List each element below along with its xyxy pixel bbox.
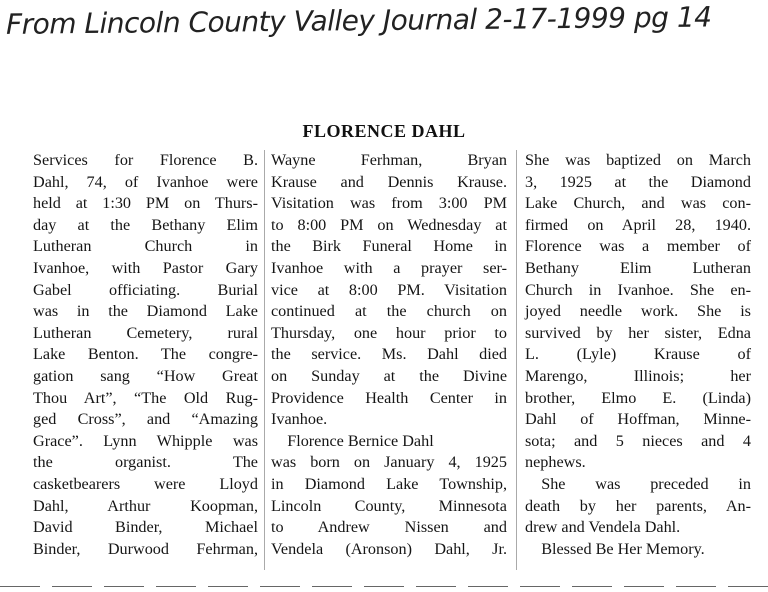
article-line: sota; and 5 nieces and 4	[525, 431, 751, 450]
article-line: vice at 8:00 PM. Visitation	[271, 280, 507, 299]
bottom-rule	[0, 586, 768, 587]
article-line: on Sunday at the Divine	[271, 366, 507, 385]
article-line: Marengo, Illinois; her	[525, 366, 751, 385]
article-line: L. (Lyle) Krause of	[525, 345, 751, 364]
article-line: Thou Art”, “The Old Rug-	[33, 388, 258, 407]
article-line: Lutheran Cemetery, rural	[33, 323, 258, 342]
article-line: Providence Health Center in	[271, 388, 507, 407]
column-rule	[516, 150, 517, 570]
article-line: joyed needle work. She is	[525, 302, 751, 321]
article-column-1	[33, 150, 258, 560]
article-line: Dahl of Hoffman, Minne-	[525, 410, 751, 429]
article-line: to Andrew Nissen and	[271, 518, 507, 537]
article-line: casketbearers were Lloyd	[33, 474, 258, 493]
article-line: Krause and Dennis Krause.	[271, 172, 507, 191]
article-line: the organist. The	[33, 453, 258, 472]
article-line: Wayne Ferhman, Bryan	[271, 151, 507, 169]
article-line: was in the Diamond Lake	[33, 302, 258, 321]
article-line: 3, 1925 at the Diamond	[525, 172, 751, 191]
article-line: brother, Elmo E. (Linda)	[525, 388, 751, 407]
article-line: the Birk Funeral Home in	[271, 237, 507, 256]
article-line: Services for Florence B.	[33, 151, 258, 169]
article-line: Church in Ivanhoe. She en-	[525, 280, 751, 299]
article-line: Blessed Be Her Memory.	[525, 539, 705, 558]
article-line: firmed on April 28, 1940.	[525, 215, 751, 234]
article-line: held at 1:30 PM on Thurs-	[33, 194, 258, 213]
article-line: drew and Vendela Dahl.	[525, 518, 681, 537]
article-line: in Diamond Lake Township,	[271, 474, 507, 493]
obituary-headline: FLORENCE DAHL	[302, 121, 466, 141]
article-line: Vendela (Aronson) Dahl, Jr.	[271, 539, 507, 558]
article-line: gation sang “How Great	[33, 366, 258, 385]
article-line: Visitation was from 3:00 PM	[271, 194, 507, 213]
article-column-2	[271, 150, 507, 560]
article-line: Grace”. Lynn Whipple was	[33, 431, 258, 450]
article-line: Binder, Durwood Fehrman,	[33, 539, 258, 558]
article-line: Bethany Elim Lutheran	[525, 258, 751, 277]
article-line: David Binder, Michael	[33, 518, 258, 537]
handwritten-source-note: From Lincoln County Valley Journal 2-17-1999 pg 14	[5, 0, 712, 41]
article-line: death by her parents, An-	[525, 496, 751, 515]
article-line: Gabel officiating. Burial	[33, 280, 258, 299]
article-line: She was preceded in	[525, 474, 751, 493]
article-line: the service. Ms. Dahl died	[271, 345, 507, 364]
article-line: Lake Church, and was con-	[525, 194, 751, 213]
article-line: to 8:00 PM on Wednesday at	[271, 215, 507, 234]
article-line: was born on January 4, 1925	[271, 453, 507, 472]
article-line: She was baptized on March	[525, 151, 751, 169]
article-line: Florence was a member of	[525, 237, 751, 256]
article-line: Ivanhoe.	[271, 410, 328, 429]
article-line: Florence Bernice Dahl	[271, 431, 434, 450]
article-line: Ivanhoe with a prayer ser-	[271, 258, 507, 277]
article-line: Lincoln County, Minnesota	[271, 496, 507, 515]
article-line: Ivanhoe, with Pastor Gary	[33, 258, 258, 277]
article-line: Thursday, one hour prior to	[271, 323, 507, 342]
article-line: ged Cross”, and “Amazing	[33, 410, 258, 429]
article-column-3	[525, 150, 751, 560]
article-line: Lake Benton. The congre-	[33, 345, 258, 364]
article-line: continued at the church on	[271, 302, 507, 321]
article-line: Lutheran Church in	[33, 237, 258, 256]
article-line: nephews.	[525, 453, 586, 472]
article-line: survived by her sister, Edna	[525, 323, 751, 342]
article-line: Dahl, 74, of Ivanhoe were	[33, 172, 258, 191]
article-line: day at the Bethany Elim	[33, 215, 258, 234]
column-rule	[264, 150, 265, 570]
article-line: Dahl, Arthur Koopman,	[33, 496, 258, 515]
